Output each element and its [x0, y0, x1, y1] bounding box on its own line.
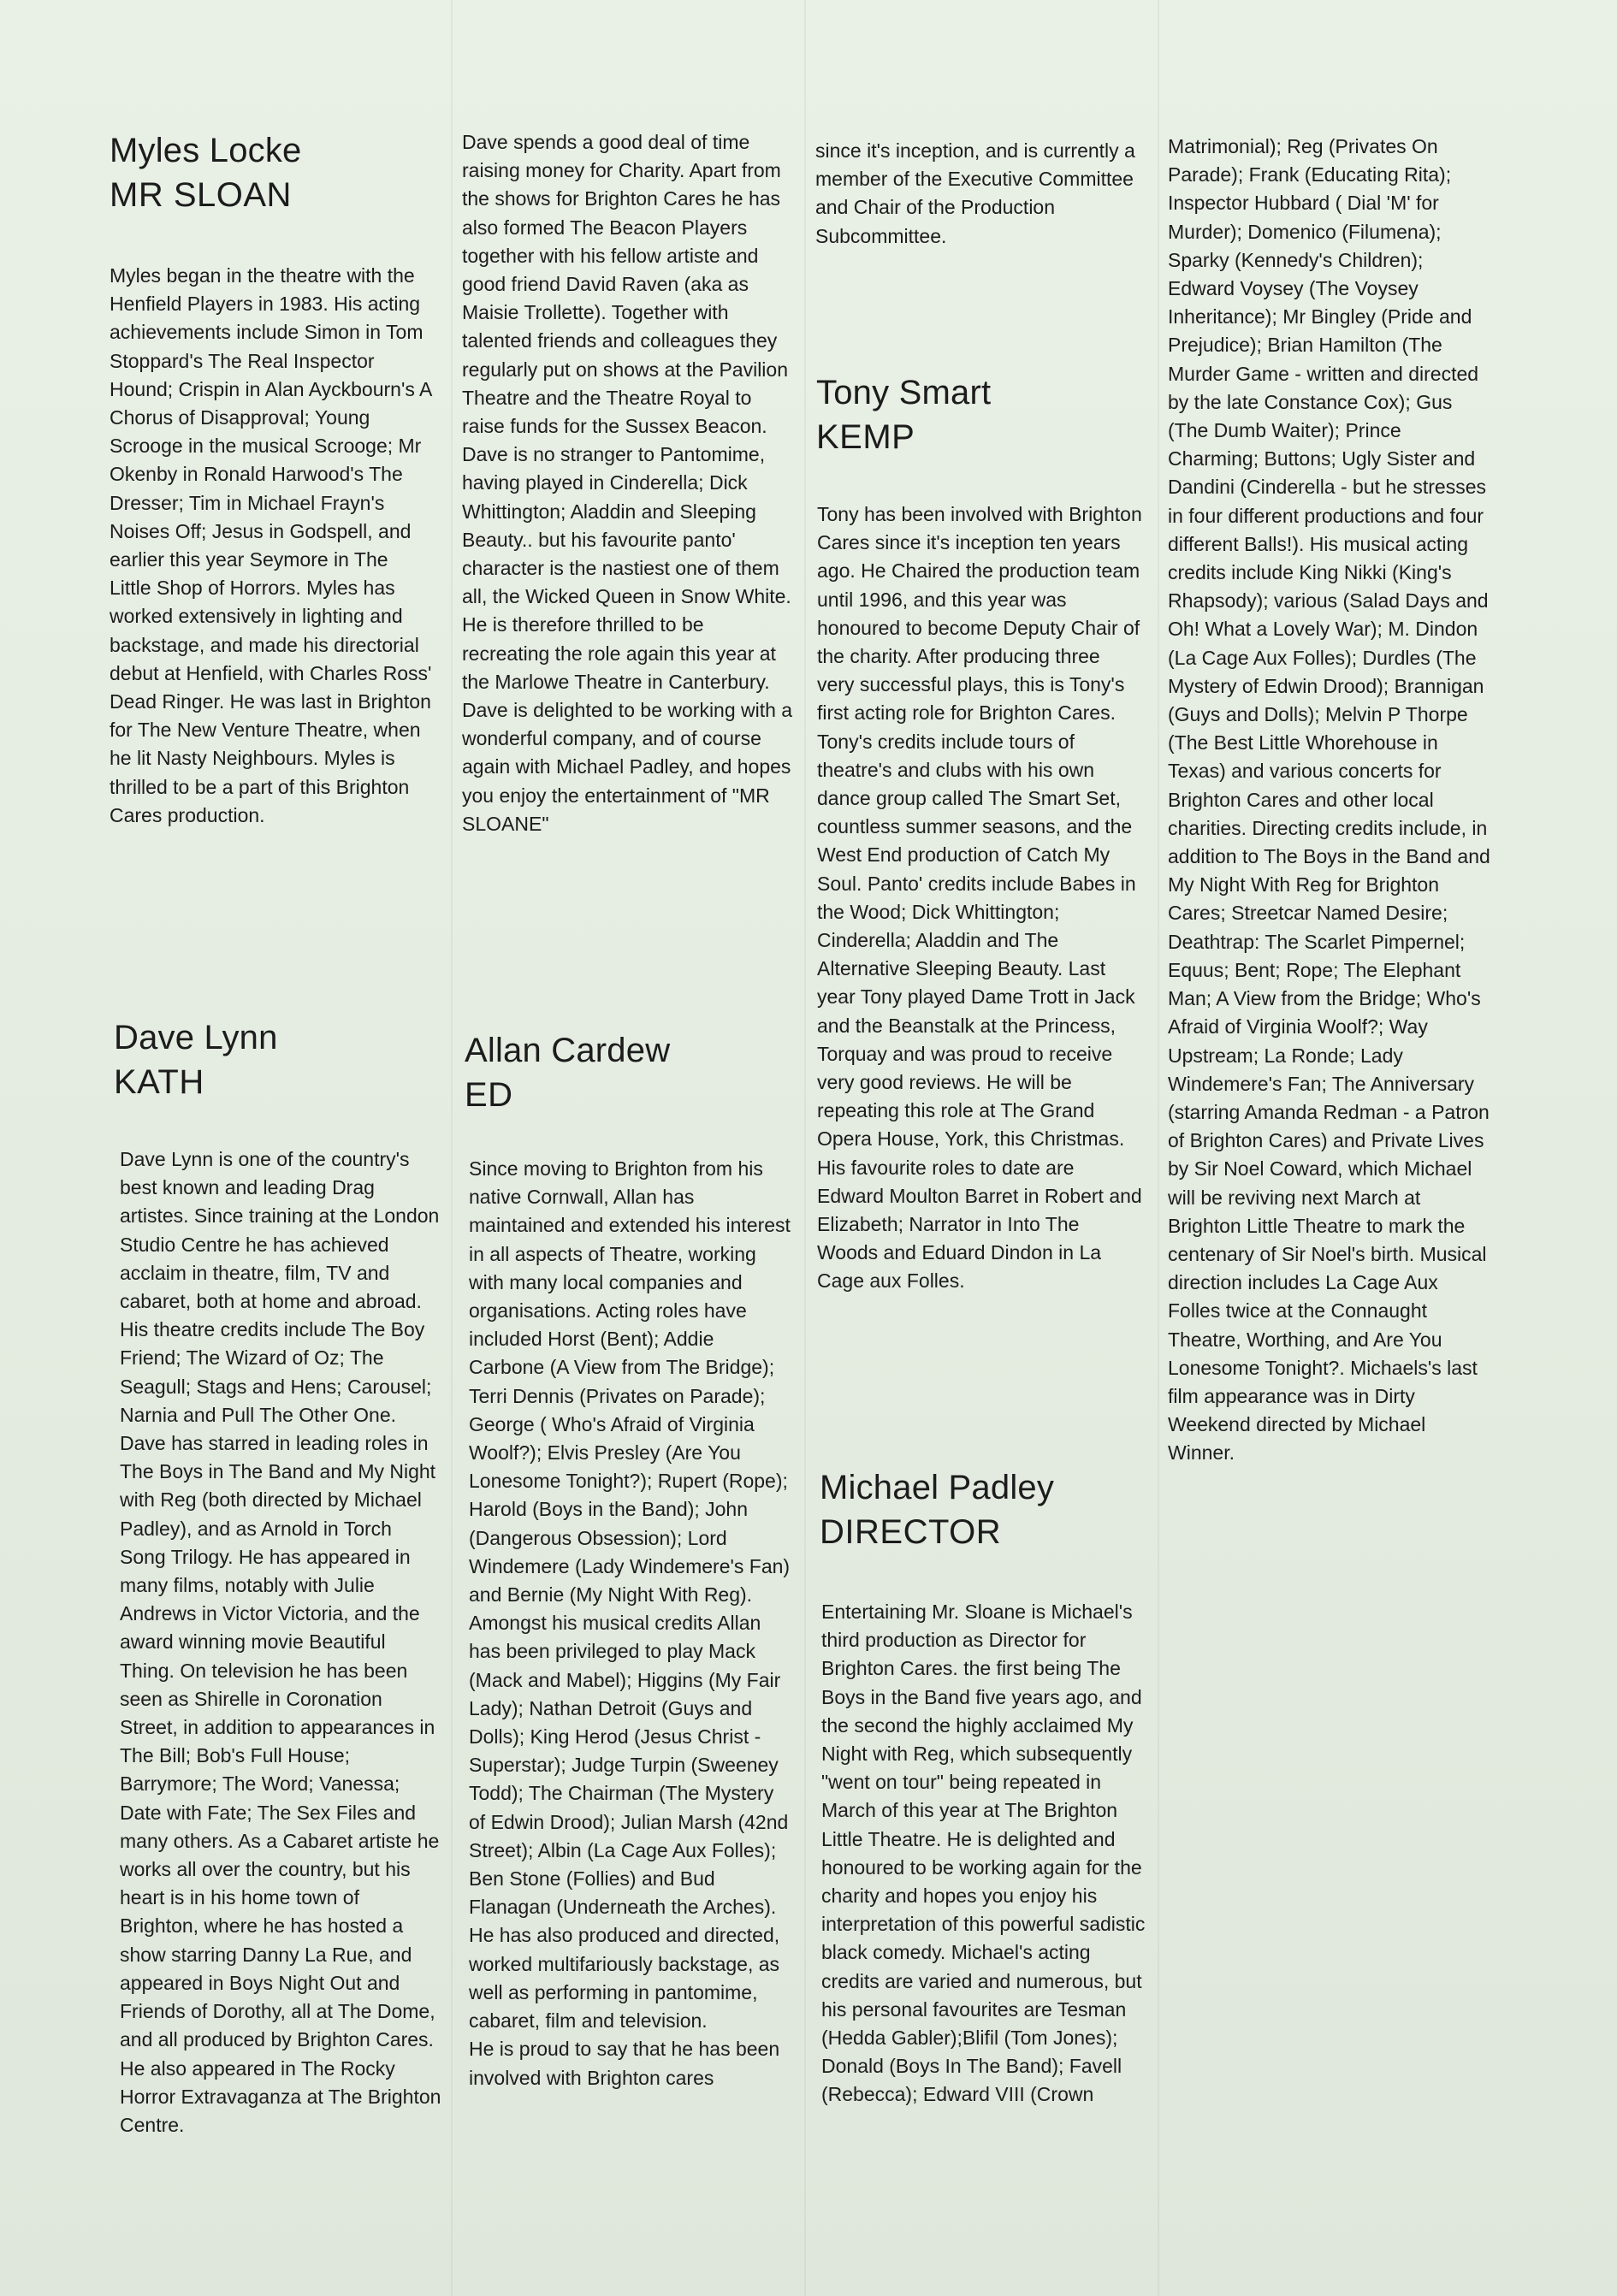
bio-block-dave-lynn: [114, 1015, 439, 1104]
bio-text-dave-lynn-continued: [462, 128, 796, 838]
character-role: KATH: [114, 1063, 204, 1101]
bio-text-myles-locke: [110, 262, 435, 830]
bio-text-michael-padley-continued: [1168, 133, 1493, 1468]
actor-name: Tony Smart: [816, 374, 992, 411]
bio-text-allan-cardew-continued: [815, 137, 1140, 251]
bio-paragraph: His favourite roles to date are Edward Moulton Barret in Robert and Elizabeth; Narrator in Into The Woods and Eduard Dindon in La Cage aux Folles.: [817, 1156, 1142, 1293]
bio-paragraph: He has also produced and directed, worked multifariously backstage, as well as performing in pantomime, cabaret, film and television.: [469, 1924, 780, 2033]
bio-text-dave-lynn: [120, 1145, 443, 2139]
bio-block-tony-smart: [816, 370, 1141, 459]
bio-paragraph: Entertaining Mr. Sloane is Michael's third production as Director for Brighton Cares. the first being The Boys in the Band five years ago, and the second the highly acclaimed My Night with Reg, which subsequently "went on tour" being repeated in March of this year at The Brighton Little Theatre. He is delighted and honoured to be working again for the charity and hopes you enjoy his interpretation of this powerful sadistic black comedy. Michael's acting credits are varied and numerous, but his personal favourites are Tesman (Hedda Gabler);Blifil (Tom Jones); Donald (Boys In The Band); Favell (Rebecca); Edward VIII (Crown: [821, 1601, 1146, 2106]
actor-name: Allan Cardew: [465, 1032, 671, 1069]
bio-paragraph: Dave is no stranger to Pantomime, having played in Cinderella; Dick Whittington; Aladdin and Sleeping Beauty.. but his favourite panto' character is the nastiest one of them all, the Wicked Queen in Snow White. He is therefore thrilled to be recreating the role again this year at the Marlowe Theatre in Canterbury.: [462, 443, 791, 693]
bio-block-myles-locke: [110, 128, 435, 217]
bio-paragraph: Tony has been involved with Brighton Cares since it's inception ten years ago. He Chaired the production team until 1996, and this year was honoured to become Deputy Chair of the charity. After producing three very successful plays, this is Tony's first acting role for Brighton Cares.: [817, 503, 1142, 725]
bio-paragraph: Myles began in the theatre with the Henfield Players in 1983. His acting achievements include Simon in Tom Stoppard's The Real Inspector Hound; Crispin in Alan Ayckbourn's A Chorus of Disapproval; Young Scrooge in the musical Scrooge; Mr Okenby in Ronald Harwood's The Dresser; Tim in Michael Frayn's Noises Off; Jesus in Godspell, and earlier this year Seymore in The Little Shop of Horrors. Myles has worked extensively in lighting and backstage, and made his directorial debut at Henfield, with Charles Ross' Dead Ringer. He was last in Brighton for The New Venture Theatre, when he lit Nasty Neighbours. Myles is thrilled to be a part of this Brighton Cares production.: [110, 264, 432, 826]
bio-block-allan-cardew: [465, 1028, 790, 1117]
column-fold-3: [1158, 0, 1159, 2296]
bio-text-allan-cardew: [469, 1155, 794, 2092]
bio-text-tony-smart: [817, 500, 1142, 1296]
bio-paragraph: Matrimonial); Reg (Privates On Parade); Frank (Educating Rita); Inspector Hubbard ( Dial 'M' for Murder); Domenico (Filumena); Sparky (Kennedy's Children); Edward Voysey (The Voysey Inheritance); Mr Bingley (Pride and Prejudice); Brian Hamilton (The Murder Game - written and directed by the late Constance Cox); Gus (The Dumb Waiter); Prince Charming; Buttons; Ugly Sister and Dandini (Cinderella - but he stresses in four different productions and four different Balls!). His musical acting credits include King Nikki (King's Rhapsody); various (Salad Days and Oh! What a Lovely War); M. Dindon (La Cage Aux Folles); Durdles (The Mystery of Edwin Drood); Brannigan (Guys and Dolls); Melvin P Thorpe (The Best Little Whorehouse in Texas) and various concerts for Brighton Cares and other local charities. Directing credits include, in addition to The Boys in the Band and My Night With Reg for Brighton Cares; Streetcar Named Desire; Deathtrap: The Scarlet Pimpernel; Equus; Bent; Rope; The Elephant Man; A View from the Bridge; Who's Afraid of Virginia Woolf?; Way Upstream; La Ronde; Lady Windemere's Fan; The Anniversary (starring Amanda Redman - a Patron of Brighton Cares) and Private Lives by Sir Noel Coward, which Michael will be reviving next March at Brighton Little Theatre to mark the centenary of Sir Noel's birth. Musical direction includes La Cage Aux Folles twice at the Connaught Theatre, Worthing, and Are You Lonesome Tonight?. Michaels's last film appearance was in Dirty Weekend directed by Michael Winner.: [1168, 135, 1490, 1465]
bio-paragraph: since it's inception, and is currently a member of the Executive Committee and Chair of the Production Subcommittee.: [815, 139, 1135, 247]
bio-paragraph: Dave spends a good deal of time raising money for Charity. Apart from the shows for Brighton Cares he has also formed The Beacon Players together with his fellow artiste and good friend David Raven (aka as Maisie Trollette). Together with talented friends and colleagues they regularly put on shows at the Pavilion Theatre and the Theatre Royal to raise funds for the Sussex Beacon.: [462, 131, 788, 438]
column-fold-1: [451, 0, 453, 2296]
bio-paragraph: Amongst his musical credits Allan has been privileged to play Mack (Mack and Mabel); Higgins (My Fair Lady); Nathan Detroit (Guys and Dolls); King Herod (Jesus Christ - Superstar); Judge Turpin (Sweeney Todd); The Chairman (The Mystery of Edwin Drood); Julian Marsh (42nd Street); Albin (La Cage Aux Folles); Ben Stone (Follies) and Bud Flanagan (Underneath the Arches).: [469, 1612, 789, 1919]
actor-name: Michael Padley: [820, 1469, 1055, 1506]
actor-name: Myles Locke: [110, 132, 302, 169]
actor-name: Dave Lynn: [114, 1019, 278, 1056]
character-role: ED: [465, 1076, 513, 1114]
bio-paragraph: Since moving to Brighton from his native Cornwall, Allan has maintained and extended his interest in all aspects of Theatre, working with many local companies and organisations. Acting roles have included Horst (Bent); Addie Carbone (A View from The Bridge); Terri Dennis (Privates on Parade); George ( Who's Afraid of Virginia Woolf?); Elvis Presley (Are You Lonesome Tonight?); Rupert (Rope); Harold (Boys in the Band); John (Dangerous Obsession); Lord Windemere (Lady Windemere's Fan) and Bernie (My Night With Reg).: [469, 1157, 791, 1607]
character-role: MR SLOAN: [110, 176, 292, 214]
bio-paragraph: Dave is delighted to be working with a wonderful company, and of course again with Michael Padley, and hopes you enjoy the entertainment of "MR SLOANE": [462, 699, 793, 835]
bio-paragraph: Tony's credits include tours of theatre's and clubs with his own dance group called The Smart Set, countless summer seasons, and the West End production of Catch My Soul. Panto' credits include Babes in the Wood; Dick Whittington; Cinderella; Aladdin and The Alternative Sleeping Beauty. Last year Tony played Dame Trott in Jack and the Beanstalk at the Princess, Torquay and was proud to receive very good reviews. He will be repeating this role at The Grand Opera House, York, this Christmas.: [817, 730, 1136, 1151]
character-role: DIRECTOR: [820, 1513, 1002, 1551]
bio-paragraph: He is proud to say that he has been involved with Brighton cares: [469, 2038, 780, 2089]
column-fold-2: [804, 0, 806, 2296]
bio-text-michael-padley: [821, 1598, 1146, 2110]
bio-paragraph: Dave Lynn is one of the country's best known and leading Drag artistes. Since training at the London Studio Centre he has achieved acclaim in theatre, film, TV and cabaret, both at home and abroad. His theatre credits include The Boy Friend; The Wizard of Oz; The Seagull; Stags and Hens; Carousel; Narnia and Pull The Other One. Dave has starred in leading roles in The Boys in The Band and My Night with Reg (both directed by Michael Padley), and as Arnold in Torch Song Trilogy. He has appeared in many films, notably with Julie Andrews in Victor Victoria, and the award winning movie Beautiful Thing. On television he has been seen as Shirelle in Coronation Street, in addition to appearances in The Bill; Bob's Full House; Barrymore; The Word; Vanessa; Date with Fate; The Sex Files and many others. As a Cabaret artiste he works all over the country, but his heart is in his home town of Brighton, where he has hosted a show starring Danny La Rue, and appeared in Boys Night Out and Friends of Dorothy, all at The Dome, and all produced by Brighton Cares. He also appeared in The Rocky Horror Extravaganza at The Brighton Centre.: [120, 1148, 441, 2136]
bio-block-michael-padley: [820, 1465, 1145, 1554]
character-role: KEMP: [816, 418, 915, 456]
